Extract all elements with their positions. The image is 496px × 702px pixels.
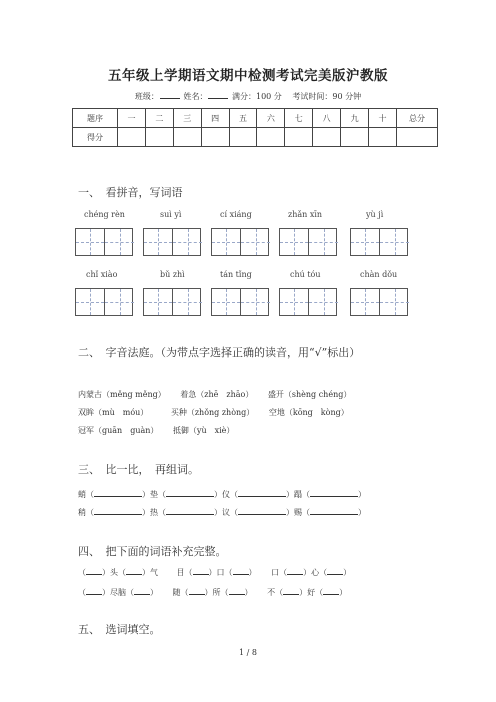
writing-box[interactable] [211, 228, 269, 256]
score-table [72, 108, 438, 147]
score-cell[interactable] [369, 128, 397, 147]
score-header: 一 [118, 109, 146, 128]
answer-blank[interactable] [238, 507, 286, 515]
q4-text: 目（ [176, 568, 193, 577]
q3-text: ）垫（ [142, 490, 166, 499]
pinyin-label: chú tóu [290, 270, 321, 279]
score-header: 七 [285, 109, 313, 128]
score-header: 五 [229, 109, 257, 128]
q4-text: ）尽脑（ [102, 588, 134, 597]
pinyin-label: cí xiáng [220, 210, 252, 219]
q2-line-3 [78, 425, 234, 436]
answer-blank[interactable] [233, 567, 249, 575]
q3-text: ）热（ [142, 508, 166, 517]
score-header: 九 [341, 109, 369, 128]
q2-line-2 [78, 407, 349, 418]
writing-box[interactable] [350, 228, 408, 256]
score-header: 总分 [397, 109, 438, 128]
score-header: 八 [313, 109, 341, 128]
pinyin-label: suì yì [160, 210, 182, 219]
score-row [73, 128, 438, 147]
q4-text: 不（ [267, 588, 284, 597]
section-3-heading: 三、 比一比， 再组词。 [78, 463, 199, 476]
exam-info [0, 90, 496, 102]
q4-text: 随（ [172, 588, 189, 597]
q4-text: （ [78, 588, 86, 597]
q4-text: ） [244, 588, 249, 597]
answer-blank[interactable] [189, 587, 205, 595]
name-blank [208, 90, 228, 99]
q4-text: ） [248, 568, 253, 577]
writing-box[interactable] [75, 228, 133, 256]
q4-text: ）气 [142, 568, 158, 577]
pinyin-label: chàn dǒu [360, 270, 398, 279]
writing-box[interactable] [279, 228, 337, 256]
section-1-heading: 一、 看拼音，写词语 [78, 186, 183, 199]
q3-text: 蛸（ [78, 490, 94, 499]
full-score: 满分：100 分 [232, 92, 282, 101]
score-cell[interactable] [397, 128, 438, 147]
section-2-heading: 二、 字音法庭。（为带点字选择正确的读音，用“√”标出） [78, 346, 361, 359]
answer-blank[interactable] [327, 567, 343, 575]
q3-text: ） [358, 490, 366, 499]
page-number: 1 / 8 [239, 648, 257, 657]
q4-line-1 [78, 567, 351, 578]
q4-text: ） [150, 588, 154, 597]
score-header: 二 [145, 109, 173, 128]
answer-blank[interactable] [310, 507, 358, 515]
answer-blank[interactable] [94, 507, 142, 515]
pinyin-label: chǐ xiào [86, 270, 118, 279]
writing-box[interactable] [350, 288, 408, 316]
answer-blank[interactable] [134, 587, 150, 595]
answer-blank[interactable] [238, 489, 286, 497]
q4-text: ）头（ [102, 568, 126, 577]
q2-item[interactable]: 着急（zhē zhāo） [180, 390, 250, 399]
q3-text: ）赐（ [286, 508, 310, 517]
section-5-heading: 五、 选词填空。 [78, 623, 161, 636]
q2-item[interactable]: 盛开（shèng chéng） [267, 390, 352, 399]
writing-box[interactable] [279, 288, 337, 316]
score-cell[interactable] [341, 128, 369, 147]
answer-blank[interactable] [193, 567, 209, 575]
score-cell[interactable] [201, 128, 229, 147]
pinyin-label: yù jì [366, 210, 384, 219]
q2-item[interactable]: 买种（zhǒng zhòng） [170, 408, 251, 417]
answer-blank[interactable] [166, 507, 214, 515]
score-header: 六 [257, 109, 285, 128]
pinyin-label: tán tǐng [220, 270, 252, 279]
score-header: 三 [173, 109, 201, 128]
answer-blank[interactable] [310, 489, 358, 497]
class-blank [160, 90, 180, 99]
q4-text: （ [78, 568, 86, 577]
answer-blank[interactable] [86, 587, 102, 595]
score-cell[interactable] [313, 128, 341, 147]
writing-box[interactable] [211, 288, 269, 316]
score-row-label: 得分 [73, 128, 118, 147]
q4-text: ） [343, 568, 352, 577]
q3-text: ） [358, 508, 366, 517]
exam-time: 考试时间：90 分钟 [292, 92, 362, 101]
score-header: 四 [201, 109, 229, 128]
q4-text: ）好（ [299, 588, 324, 597]
answer-blank[interactable] [323, 587, 339, 595]
answer-blank[interactable] [283, 587, 299, 595]
q3-text: ）议（ [214, 508, 238, 517]
score-header: 题序 [73, 109, 118, 128]
answer-blank[interactable] [287, 567, 303, 575]
class-label: 班级： [134, 92, 159, 101]
score-cell[interactable] [145, 128, 173, 147]
q3-line-1 [78, 489, 366, 500]
q2-item[interactable]: 空地（kōng kòng） [268, 408, 349, 417]
name-label: 姓名： [183, 92, 208, 101]
writing-box[interactable] [75, 288, 133, 316]
answer-blank[interactable] [86, 567, 102, 575]
answer-blank[interactable] [94, 489, 142, 497]
q2-item[interactable]: 双眸（mù móu） [78, 408, 145, 417]
score-header-row [73, 109, 438, 128]
q3-text: ）蹋（ [286, 490, 310, 499]
writing-box[interactable] [143, 288, 201, 316]
score-cell[interactable] [285, 128, 313, 147]
q3-line-2 [78, 507, 366, 518]
q3-text: ）仪（ [214, 490, 238, 499]
score-cell[interactable] [118, 128, 146, 147]
q2-item[interactable]: 内蒙古（měng měng） [78, 390, 162, 399]
pinyin-label: zhǎn xīn [288, 210, 323, 219]
answer-blank[interactable] [166, 489, 214, 497]
section-4-heading: 四、 把下面的词语补充完整。 [78, 545, 227, 558]
pinyin-label: chéng rèn [84, 210, 125, 219]
q4-text: ）心（ [303, 568, 328, 577]
q2-item[interactable]: 抵御（yù xiè） [172, 426, 235, 435]
score-cell[interactable] [229, 128, 257, 147]
answer-blank[interactable] [229, 587, 245, 595]
q4-text: ）口（ [208, 568, 233, 577]
q3-text: 稍（ [78, 508, 94, 517]
q4-text: ） [339, 588, 348, 597]
q4-line-2 [78, 587, 347, 598]
q4-text: ）所（ [204, 588, 229, 597]
pinyin-label: bǔ zhì [160, 270, 185, 279]
score-cell[interactable] [173, 128, 201, 147]
q2-item[interactable]: 冠军（guān guàn） [78, 426, 155, 435]
q4-text: 口（ [271, 568, 288, 577]
score-cell[interactable] [257, 128, 285, 147]
score-header: 十 [369, 109, 397, 128]
document-title: 五年级上学期语文期中检测考试完美版沪教版 [108, 68, 388, 84]
answer-blank[interactable] [126, 567, 142, 575]
q2-line-1 [78, 389, 351, 400]
writing-box[interactable] [143, 228, 201, 256]
